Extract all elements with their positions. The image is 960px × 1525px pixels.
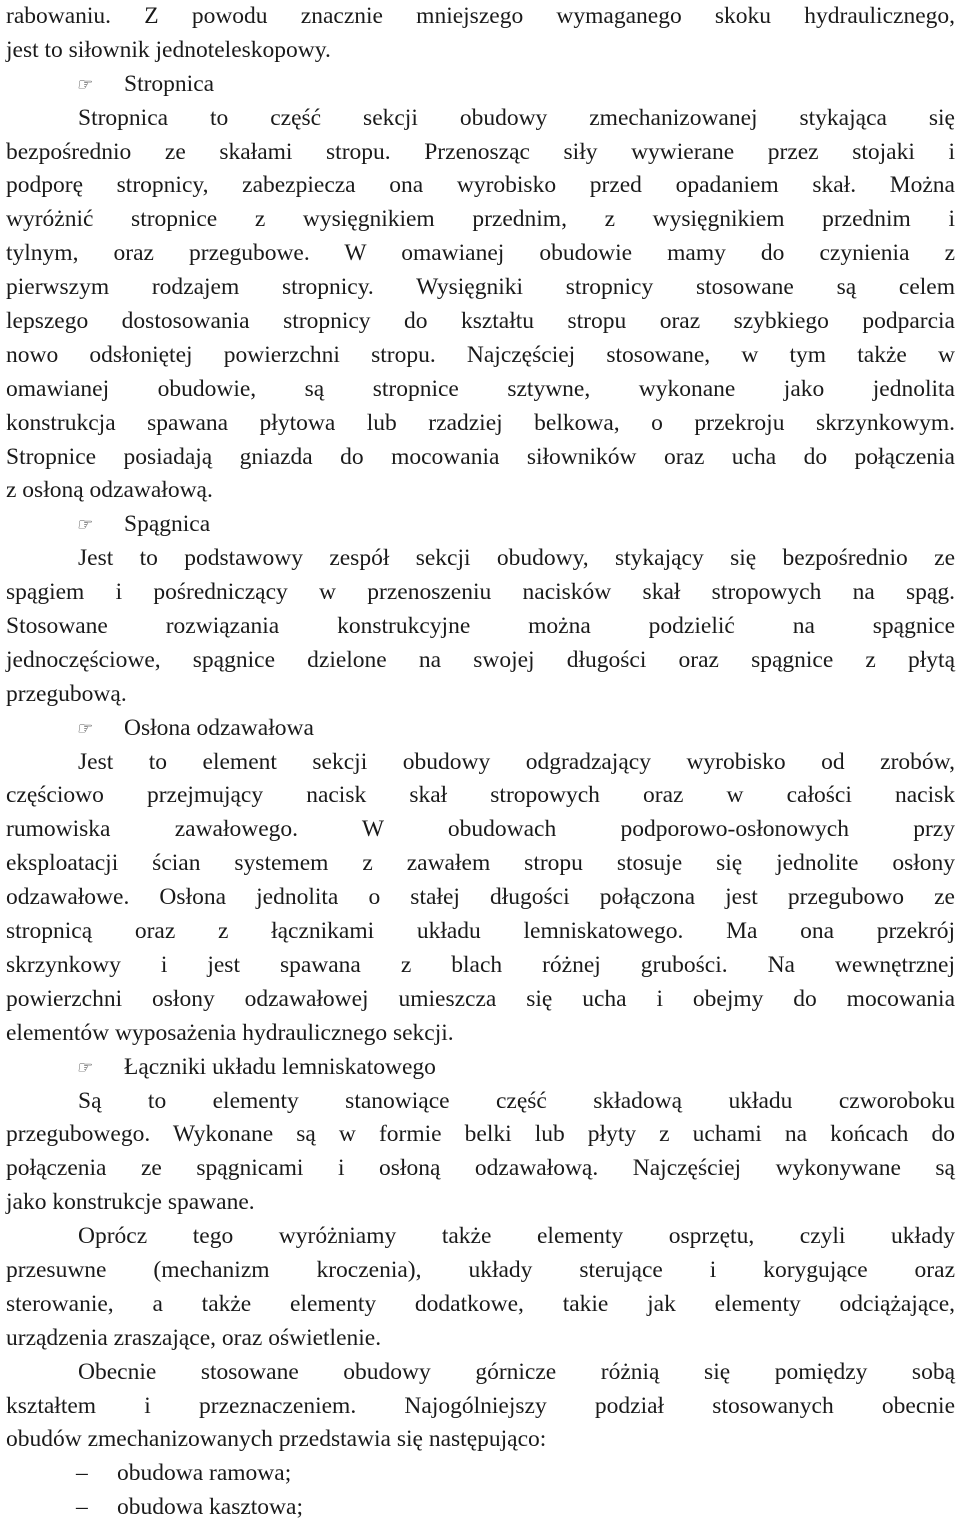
text-line: jednoczęściowe, spągnice dzielone na swojej długości oraz spągnice z płytą [6, 646, 955, 673]
paragraph [6, 1085, 955, 1221]
paragraph [6, 542, 955, 711]
section-heading-item [6, 712, 955, 746]
section-heading-item [6, 1051, 955, 1085]
list-item [6, 1491, 955, 1525]
text-line: z osłoną odzawałową. [6, 477, 213, 504]
text-line: jako konstrukcje spawane. [6, 1189, 255, 1216]
hand-pointer-icon: ☞ [75, 718, 95, 738]
list-item [6, 1457, 955, 1491]
text-line: kształtem i przeznaczeniem. Najogólniejszy podział stosowanych obecnie [6, 1392, 955, 1419]
text-line: Oprócz tego wyróżniamy także elementy osprzętu, czyli układy [78, 1223, 955, 1250]
text-line: lepszego dostosowania stropnicy do kształtu stropu oraz szybkiego podparcia [6, 308, 955, 335]
text-line: konstrukcja spawana płytowa lub rzadziej belkowa, o przekroju skrzynkowym. [6, 409, 955, 436]
paragraph [6, 0, 955, 68]
text-line: bezpośrednio ze skałami stropu. Przenosząc siły wywierane przez stojaki i [6, 138, 955, 165]
text-line: nowo odsłoniętej powierzchni stropu. Najczęściej stosowane, w tym także w [6, 341, 955, 368]
text-line: sterowanie, a także elementy dodatkowe, takie jak elementy odciążające, [6, 1290, 955, 1317]
dash-bullet: – [76, 1460, 88, 1487]
paragraph [6, 1220, 955, 1356]
text-line: Stropnica to część sekcji obudowy zmechanizowanej stykająca się [78, 104, 955, 131]
text-line: rabowaniu. Z powodu znacznie mniejszego wymaganego skoku hydraulicznego, [6, 3, 955, 29]
text-line: rumowiska zawałowego. W obudowach podporowo-osłonowych przy [6, 816, 955, 843]
text-line: elementów wyposażenia hydraulicznego sekcji. [6, 1019, 454, 1046]
hand-pointer-icon: ☞ [75, 515, 95, 535]
text-line: Stropnice posiadają gniazda do mocowania siłowników oraz ucha do połączenia [6, 443, 955, 470]
section-heading-label: Spągnica [124, 511, 211, 538]
text-line: pierwszym rodzajem stropnicy. Wysięgniki stropnicy stosowane są celem [6, 274, 955, 301]
hand-pointer-icon: ☞ [75, 74, 95, 94]
section-heading-label: Stropnica [124, 70, 215, 97]
text-line: skrzynkowy i jest spawana z blach różnej grubości. Na wewnętrznej [6, 951, 955, 978]
text-line: jest to siłownik jednoteleskopowy. [6, 36, 331, 63]
text-line: odzawałowe. Osłona jednolita o stałej długości połączona jest przegubowo ze [6, 884, 955, 911]
text-line: Jest to element sekcji obudowy odgradzający wyrobisko od zrobów, [78, 748, 955, 775]
text-line: Stosowane rozwiązania konstrukcyjne można podzielić na spągnice [6, 613, 955, 640]
text-line: podporę stropnicy, zabezpiecza ona wyrobisko przed opadaniem skał. Można [6, 172, 955, 199]
section-heading-item [6, 68, 955, 102]
paragraph [6, 746, 955, 1051]
text-line: Jest to podstawowy zespół sekcji obudowy, stykający się bezpośrednio ze [78, 545, 955, 572]
text-line: urządzenia zraszające, oraz oświetlenie. [6, 1324, 382, 1351]
text-line: obudów zmechanizowanych przedstawia się następująco: [6, 1426, 547, 1453]
list-item-label: obudowa ramowa; [117, 1460, 292, 1487]
text-line: eksploatacji ścian systemem z zawałem stropu stosuje się jednolite osłony [6, 850, 955, 877]
text-line: tylnym, oraz przegubowe. W omawianej obudowie mamy do czynienia z [6, 240, 955, 267]
text-line: przesuwne (mechanizm kroczenia), układy sterujące i korygujące oraz [6, 1256, 955, 1283]
section-heading-label: Łączniki układu lemniskatowego [124, 1053, 436, 1080]
text-line: powierzchni osłony odzawałowej umieszcza się ucha i obejmy do mocowania [6, 985, 955, 1012]
text-line: Są to elementy stanowiące część składową układu czworoboku [78, 1087, 955, 1114]
section-heading-item [6, 508, 955, 542]
paragraph [6, 1356, 955, 1458]
text-line: spągiem i pośredniczący w przenoszeniu nacisków skał stropowych na spąg. [6, 579, 955, 606]
dash-bullet: – [76, 1494, 88, 1521]
hand-pointer-icon: ☞ [75, 1057, 95, 1077]
section-heading-label: Osłona odzawałowa [124, 714, 314, 741]
text-line: wyróżnić stropnice z wysięgnikiem przednim, z wysięgnikiem przednim i [6, 206, 955, 233]
text-line: połączenia ze spągnicami i osłoną odzawałową. Najczęściej wykonywane są [6, 1155, 955, 1182]
text-line: przegubową. [6, 680, 127, 707]
paragraph [6, 102, 955, 509]
text-line: częściowo przejmujący nacisk skał stropowych oraz w całości nacisk [6, 782, 955, 809]
text-line: przegubowego. Wykonane są w formie belki lub płyty z uchami na końcach do [6, 1121, 955, 1148]
list-item-label: obudowa kasztowa; [117, 1494, 303, 1521]
text-line: omawianej obudowie, są stropnice sztywne, wykonane jako jednolita [6, 375, 955, 402]
text-line: Obecnie stosowane obudowy górnicze różnią się pomiędzy sobą [78, 1358, 955, 1385]
document-page [6, 0, 955, 1525]
text-line: stropnicą oraz z łącznikami układu lemniskatowego. Ma ona przekrój [6, 918, 955, 945]
